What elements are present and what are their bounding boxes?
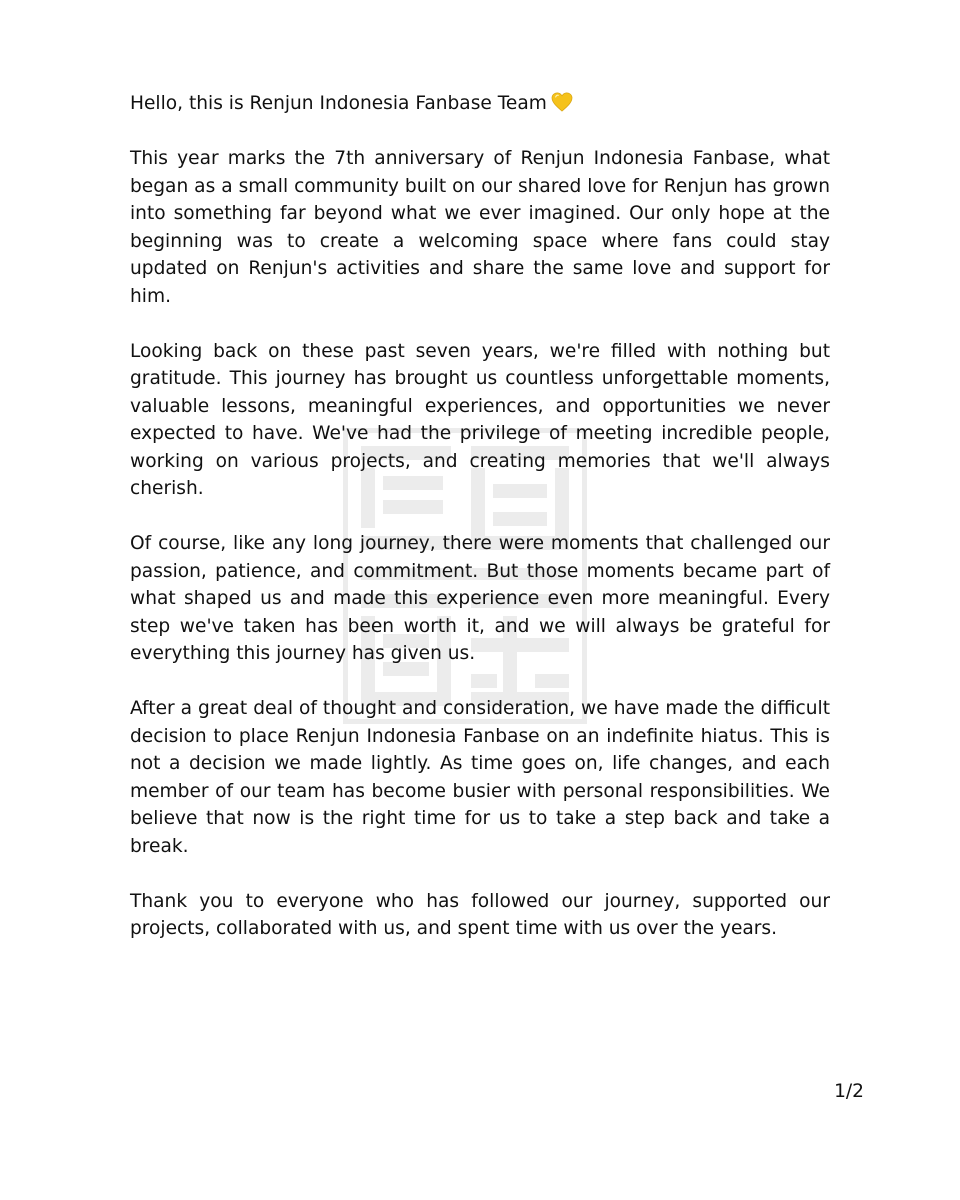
greeting-text: Hello, this is Renjun Indonesia Fanbase Team <box>130 93 547 114</box>
paragraph-challenges: Of course, like any long journey, there were moments that challenged our passion, patience, and commitment. But those moments became part of what shaped us and made this experience even more meaningful. Every step we've taken has been worth it, and we will always be grateful for everything this journey has given us. <box>130 533 830 664</box>
paragraph-thanks: Thank you to everyone who has followed our journey, supported our projects, collaborated with us, and spent time with us over the years. <box>130 890 830 939</box>
paragraph-hiatus: After a great deal of thought and consideration, we have made the difficult decision to place Renjun Indonesia Fanbase on an indefinite hiatus. This is not a decision we made lightly. As time goes on, life changes, and each member of our team has become busier with personal responsibilities. We believe that now is the right time for us to take a step back and take a break. <box>130 698 830 857</box>
greeting-line <box>130 90 830 118</box>
paragraph-anniversary: This year marks the 7th anniversary of Renjun Indonesia Fanbase, what began as a small community built on our shared love for Renjun has grown into something far beyond what we ever imagined. Our only hope at the beginning was to create a welcoming space where fans could stay updated on Renjun's activities and share the same love and support for him. <box>130 148 830 307</box>
page-number: 1/2 <box>834 1081 864 1102</box>
letter-body <box>130 90 830 970</box>
yellow-heart-icon <box>551 92 573 112</box>
paragraph-gratitude: Looking back on these past seven years, we're filled with nothing but gratitude. This journey has brought us countless unforgettable moments, valuable lessons, meaningful experiences, and opportunities we never expected to have. We've had the privilege of meeting incredible people, working on various projects, and creating memories that we'll always cherish. <box>130 340 830 499</box>
